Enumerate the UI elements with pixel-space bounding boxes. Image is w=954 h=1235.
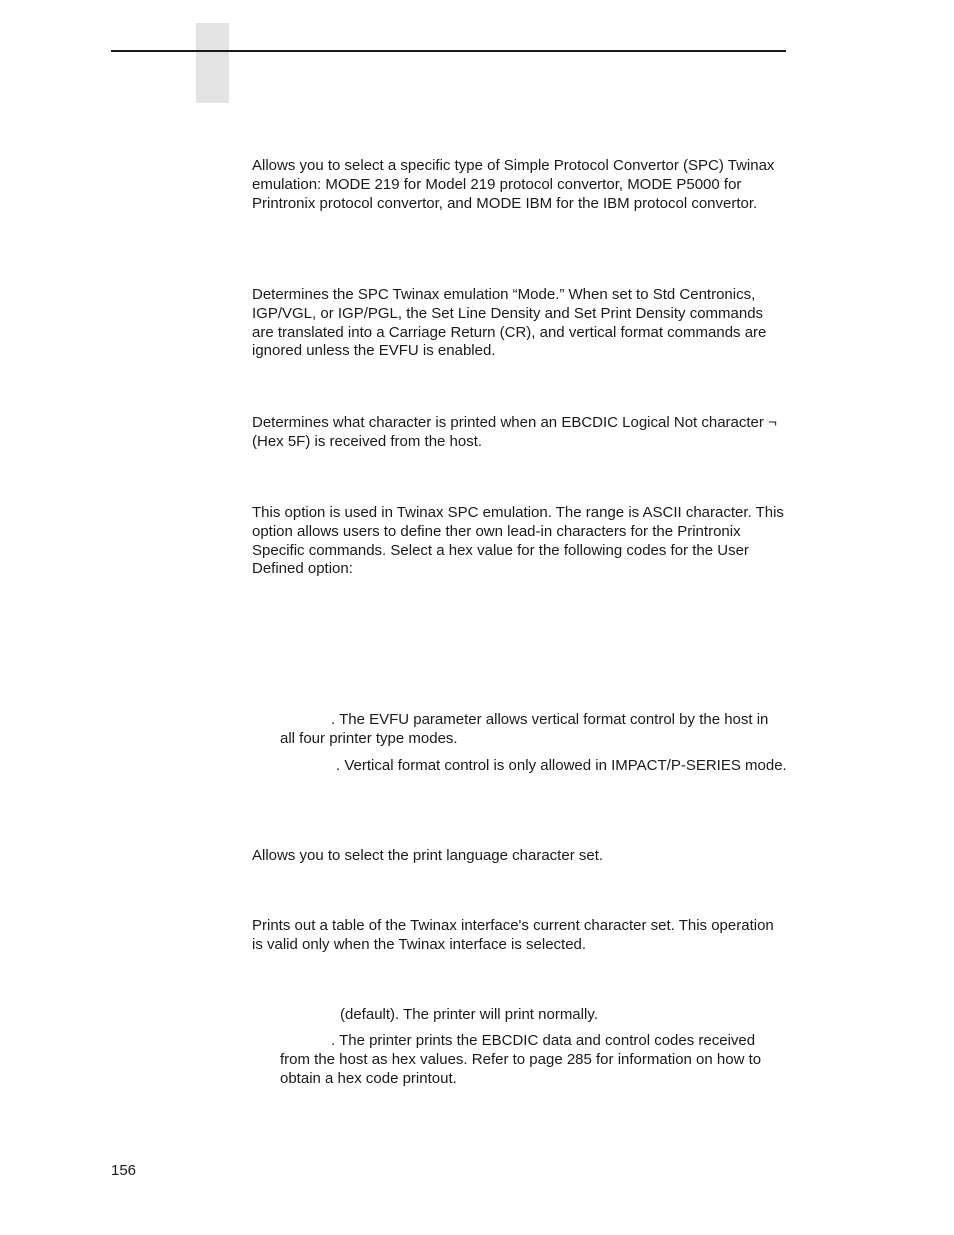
evfu-enable-option: . The EVFU parameter allows vertical format control by the host in all four printer type modes. bbox=[280, 711, 769, 747]
evfu-disable-option: . Vertical format control is only allowed in IMPACT/P-SERIES mode. bbox=[336, 757, 787, 774]
hex-default-option: (default). The printer will print normally. bbox=[340, 1006, 598, 1023]
twinax-mode-description: Determines the SPC Twinax emulation “Mode.” When set to Std Centronics, IGP/VGL, or IGP/PGL, the Set Line Density and Set Print Density commands are translated into a Carriage Return (CR), and vertical format commands are ignored unless the EVFU is enabled. bbox=[252, 286, 767, 360]
chapter-tab-block bbox=[196, 23, 229, 103]
print-table-description: Prints out a table of the Twinax interface's current character set. This operation is valid only when the Twinax interface is selected. bbox=[252, 917, 774, 953]
hex-enable-option: . The printer prints the EBCDIC data and control codes received from the host as hex values. Refer to page 285 for information on how to obtain a hex code printout. bbox=[280, 1032, 762, 1087]
user-defined-description: This option is used in Twinax SPC emulation. The range is ASCII character. This option allows users to define ther own lead-in characters for the Printronix Specific commands. Select a hex value for the following codes for the User Defined option: bbox=[252, 504, 784, 578]
logical-not-description: Determines what character is printed when an EBCDIC Logical Not character ¬ (Hex 5F) is received from the host. bbox=[252, 414, 777, 450]
page-number: 156 bbox=[111, 1162, 137, 1179]
spc-mode-description: Allows you to select a specific type of Simple Protocol Convertor (SPC) Twinax emulation: MODE 219 for Model 219 protocol convertor, MODE P5000 for Printronix protocol convertor, and MODE IBM for the IBM protocol convertor. bbox=[252, 157, 775, 212]
header-rule bbox=[111, 50, 786, 52]
char-set-description: Allows you to select the print language character set. bbox=[252, 847, 604, 864]
